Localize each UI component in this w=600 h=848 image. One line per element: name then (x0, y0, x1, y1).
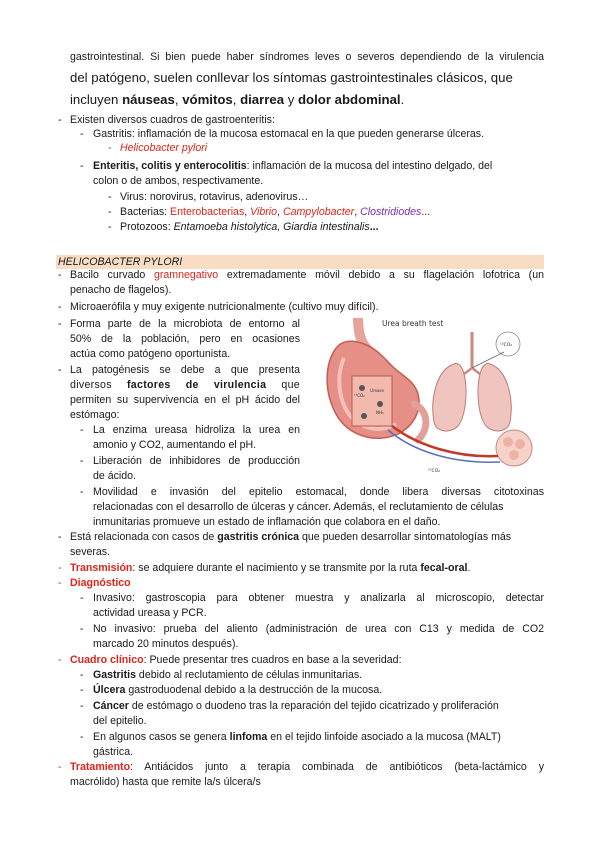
cuadro-2 (93, 684, 382, 697)
bacterias-item (120, 206, 430, 219)
separator: , (244, 206, 251, 218)
bullet-dash: - (108, 221, 112, 233)
section-title: HELICOBACTER PYLORI (58, 256, 183, 268)
urease-label: Urease (370, 388, 384, 393)
exhaled-co2-label: ¹³CO₂ (500, 343, 513, 348)
diag-1-line-2: actividad ureasa y PCR. (93, 607, 207, 619)
bullet-dash: - (58, 562, 62, 574)
term-ulcera: Úlcera (93, 684, 126, 696)
diag-2-line-2: marcado 20 minutos después). (93, 638, 239, 650)
term-factores-virulencia: factores de virulencia (126, 379, 267, 391)
cuadro-4 (93, 731, 501, 744)
bullet-dash: - (80, 592, 84, 604)
ellipsis: ... (369, 221, 379, 233)
bullet-dash: - (58, 364, 62, 376)
cuadro-3 (93, 700, 499, 713)
intro-text: incluyen (70, 92, 123, 107)
cuadro-4-line-2: gástrica. (93, 746, 134, 758)
diag-2-line-1: No invasivo: prueba del aliento (administración de urea con C13 y medida de CO2 (93, 623, 544, 635)
diagnostico-label: Diagnóstico (70, 577, 131, 589)
intro-line-1: gastrointestinal. Si bien puede haber síndromes leves o severos dependiendo de la virulencia (70, 51, 544, 63)
sub-2-line-2: de ácido. (93, 470, 136, 482)
bullet-dash: - (80, 128, 84, 140)
sub-3-line-1: Movilidad e invasión del epitelio estomacal, donde libera diversas citotoxinas (93, 486, 544, 498)
term-nauseas: náuseas (122, 92, 175, 107)
bullet-dash: - (58, 531, 62, 543)
blood-co2-label: ¹³CO₂ (428, 469, 441, 474)
bullet-dash: - (80, 160, 84, 172)
conjunction: y (284, 92, 298, 107)
text: que pueden desarrollar sintomatologías más (299, 531, 512, 543)
sub-3-line-3: inmunitarias promueve un estado de inflamación que colabora en el daño. (93, 516, 441, 528)
alveolus (503, 437, 513, 447)
bullet-dash: - (80, 486, 84, 498)
bacteria-icon (361, 413, 367, 419)
term-vomitos: vómitos (182, 92, 233, 107)
nh3-label: NH₃ (376, 410, 384, 415)
bacteria-icon (359, 385, 365, 391)
cuadro-clinico-item (70, 654, 402, 667)
hp-bullet-5 (70, 531, 511, 544)
sub-1-line-1: La enzima ureasa hidroliza la urea en (93, 424, 300, 436)
bullet-dash: - (80, 424, 84, 436)
bullet-dash: - (80, 700, 84, 712)
text: En algunos casos se genera (93, 731, 230, 743)
bullet-dash: - (58, 318, 62, 330)
hp-bullet-4-line-3: permiten su supervivencia en el pH ácido del (70, 394, 300, 406)
mucosa-zoom-inset (352, 376, 392, 426)
diag-1-line-1: Invasivo: gastroscopia para obtener muestra y analizarla al microscopio, detectar (93, 592, 544, 604)
bullet-dash: - (108, 142, 112, 154)
bullet-dash: - (58, 577, 62, 589)
alveolus (515, 439, 525, 449)
bacteria-campylobacter: Campylobacter (282, 206, 355, 218)
tratamiento-label: Tratamiento (70, 761, 131, 773)
tratamiento-line-2: macrólido) hasta que remite la/s úlcera/s (70, 776, 261, 788)
text: gastroduodenal debido a la destrucción de la mucosa. (125, 684, 383, 696)
bullet-dash: - (80, 455, 84, 467)
hp-bullet-2: Microaerófila y muy exigente nutricionalmente (cultivo muy difícil). (70, 301, 379, 313)
enteritis-term: Enteritis, colitis y enterocolitis (93, 160, 247, 172)
term-dolor-abdominal: dolor abdominal (298, 92, 401, 107)
text: : Puede presentar tres cuadros en base a la severidad: (143, 654, 402, 666)
cuadro-clinico-label: Cuadro clínico (70, 654, 144, 666)
hp-bullet-1-line-2: penacho de flagelos). (70, 284, 172, 296)
text: diversos (70, 379, 127, 391)
sub-3-line-2: relacionadas con el desarrollo de úlceras y cáncer. Además, el reclutamiento de células (93, 501, 504, 513)
term-linfoma: linfoma (229, 731, 268, 743)
sub-2-line-1: Liberación de inhibidores de producción (93, 455, 300, 467)
bullet-dash: - (108, 191, 112, 203)
co2-label-inset: ¹³CO₂ (354, 393, 365, 398)
helicobacter-item: Helicobacter pylori (120, 142, 208, 154)
enteritis-item (93, 160, 492, 173)
hp-bullet-4-line-1: La patogénesis se debe a que presenta (70, 364, 300, 376)
bullet-dash: - (80, 731, 84, 743)
text: Está relacionada con casos de (70, 531, 218, 543)
bacteria-vibrio: Vibrio (250, 206, 278, 218)
alveoli-cluster (496, 430, 532, 466)
bullet-dash: - (58, 654, 62, 666)
term-gastritis: Gastritis (93, 669, 136, 681)
bullet-dash: - (58, 114, 62, 126)
text: extremadamente móvil debido a su flagelación lofotrica (un (218, 269, 544, 281)
text: Bacilo curvado (70, 269, 154, 281)
hp-bullet-3-line-3: actúa como patógeno oportunista. (70, 348, 231, 360)
urea-breath-test-illustration (318, 318, 544, 478)
transmision-label: Transmisión (70, 562, 133, 574)
text: : Antiácidos junto a terapia combinada de antibióticos (beta-lactámico y (130, 761, 544, 773)
hp-bullet-4-line-4: estómago: (70, 409, 120, 421)
term-gastritis-cronica: gastritis crónica (217, 531, 300, 543)
bacteria-enterobacterias: Enterobacterias (170, 206, 245, 218)
text: debido al reclutamiento de células inmunitarias. (135, 669, 363, 681)
cuadro-3-line-2: del epitelio. (93, 715, 147, 727)
transmision-item (70, 562, 470, 575)
bullet-dash: - (80, 669, 84, 681)
text: en el tejido linfoide asociado a la mucosa (MALT) (267, 731, 501, 743)
bacterias-label: Bacterias: (120, 206, 171, 218)
text: que (266, 379, 301, 391)
hp-bullet-4-line-2 (70, 379, 300, 392)
hp-bullet-3-line-1: Forma parte de la microbiota de entorno al (70, 318, 300, 330)
figure-title: Urea breath test (382, 319, 444, 328)
protozoos-species: Entamoeba histolytica, Giardia intestinalis (173, 221, 370, 233)
enteritis-text: : inflamación de la mucosa del intestino delgado, del (246, 160, 493, 172)
protozoos-label: Protozoos: (120, 221, 174, 233)
period: . (467, 562, 471, 574)
separator: , (277, 206, 283, 218)
term-fecal-oral: fecal-oral (420, 562, 468, 574)
virus-item: Virus: norovirus, rotavirus, adenovirus… (120, 191, 309, 203)
bullet-dash: - (58, 761, 62, 773)
bullet-dash: - (80, 623, 84, 635)
text: de estómago o duodeno tras la reparación del tejido cicatrizado y proliferación (128, 700, 499, 712)
bullet-dash: - (80, 684, 84, 696)
bullet-dash: - (58, 301, 62, 313)
bullet-dash: - (108, 206, 112, 218)
period: . (400, 92, 405, 107)
intro-line-2: del patógeno, suelen conllevar los síntomas gastrointestinales clásicos, que (70, 70, 513, 85)
cuadro-1 (93, 669, 362, 682)
hp-bullet-1 (70, 269, 544, 282)
ellipsis: ... (421, 206, 431, 218)
bacteria-clostridiodes: Clostridiodes (360, 206, 422, 218)
bacteria-icon (377, 401, 383, 407)
tratamiento-item (70, 761, 544, 774)
term-diarrea: diarrea (240, 92, 285, 107)
protozoos-item (120, 221, 379, 234)
comma: , (232, 92, 241, 107)
sub-1-line-2: amonio y CO2, aumentando el pH. (93, 439, 257, 451)
enteritis-line-2: colon o de ambos, respectivamente. (93, 175, 264, 187)
section-header (56, 255, 544, 269)
gastritis-item: Gastritis: inflamación de la mucosa estomacal en la que pueden generarse úlceras. (93, 128, 485, 140)
term-gramnegativo: gramnegativo (153, 269, 219, 281)
hp-bullet-3-line-2: 50% de la población, pero en ocasiones (70, 333, 300, 345)
gastro-intro: Existen diversos cuadros de gastroenteritis: (70, 114, 275, 126)
bullet-dash: - (58, 269, 62, 281)
separator: , (354, 206, 361, 218)
alveolus (509, 450, 519, 460)
term-cancer: Cáncer (93, 700, 129, 712)
intro-line-3 (70, 92, 404, 108)
comma: , (174, 92, 183, 107)
text: : se adquiere durante el nacimiento y se transmite por la ruta (132, 562, 421, 574)
hp-bullet-5-line-2: severas. (70, 546, 111, 558)
